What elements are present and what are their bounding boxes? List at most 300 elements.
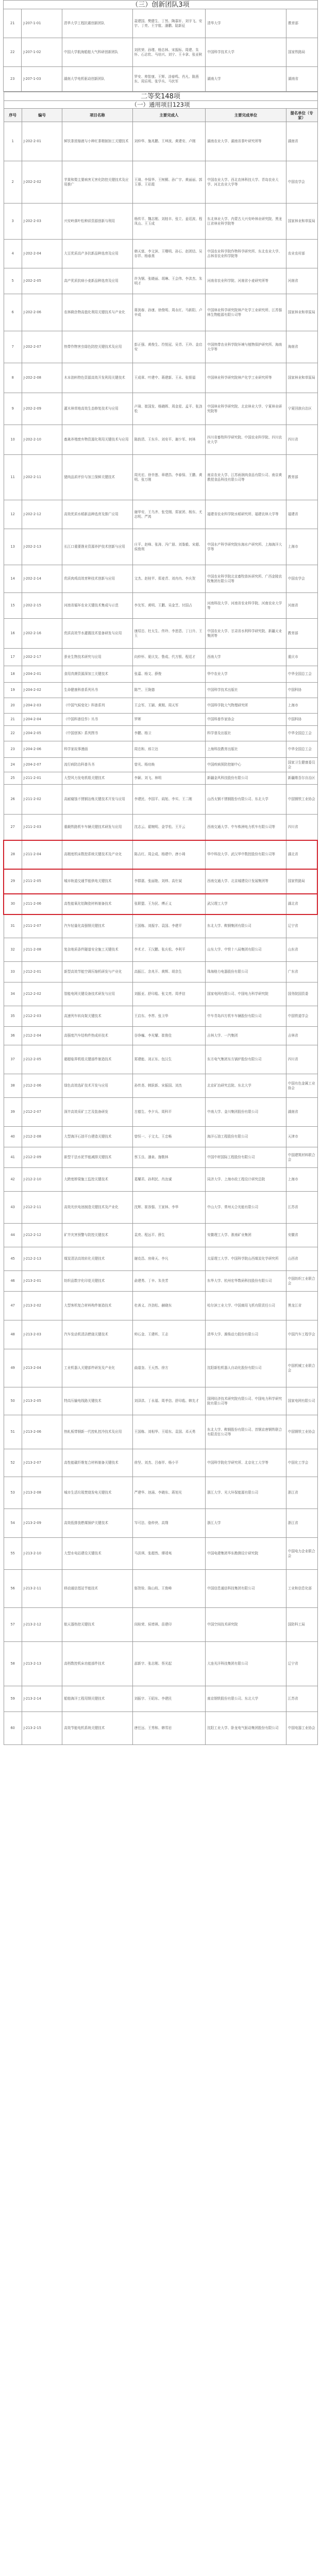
cell-units: 上海科技教育出版社 — [206, 741, 286, 758]
table-row — [4, 1127, 317, 1147]
cell-people: 康绍忠、杜太生、佟玲、李思恩、丁日升、王玉 — [132, 619, 206, 649]
cell-no: 59 — [4, 1686, 22, 1712]
table-header-row — [4, 109, 317, 122]
cell-nominator: 广东省 — [286, 962, 317, 982]
cell-no: 57 — [4, 1608, 22, 1642]
cell-units: 中国中材国际工程股份有限公司 — [206, 1147, 286, 1168]
table-row — [4, 619, 317, 649]
cell-nominator: 国防科工局 — [286, 1608, 317, 1642]
cell-code: J-202-2-01 — [22, 122, 62, 161]
cell-people: 张嘉、杨文、薛俊 — [132, 666, 206, 683]
cell-nominator: 中国有色金属工业协会 — [286, 1074, 317, 1098]
cell-no: 55 — [4, 1538, 22, 1570]
cell-units: 清华大学 — [206, 9, 286, 38]
table-row — [4, 1320, 317, 1349]
cell-people: 陈吉红、周会成、杨建中、唐小琦 — [132, 840, 206, 869]
second-prize-table — [3, 92, 318, 1745]
cell-name: 移动通信基站节能技术 — [62, 1570, 132, 1608]
cell-name: 《中国科普佳作》丛书 — [62, 714, 132, 726]
table-row — [4, 815, 317, 840]
table-row — [4, 914, 317, 938]
cell-code: J-212-2-07 — [22, 1098, 62, 1127]
cell-no: 19 — [4, 683, 22, 698]
cell-name: 科学家故事漫画 — [62, 741, 132, 758]
cell-code: J-213-2-13 — [22, 1642, 62, 1686]
cell-people: 孙传尧、韩跃新、宋振国、刘杰 — [132, 1074, 206, 1098]
cell-name: 高速列车转向架关键技术 — [62, 1006, 132, 1027]
cell-units: 中国热带农业科学院环境与植物保护研究所、海南大学等 — [206, 331, 286, 363]
cell-no: 43 — [4, 1192, 22, 1224]
table-row — [4, 294, 317, 331]
cell-people: 陈韵清、王东升、刘安平、谢少军、何林 — [132, 425, 206, 455]
cell-name: 复杂地质条件隧道安全施工关键技术 — [62, 938, 132, 962]
cell-units: 中国科学技术大学 — [206, 38, 286, 67]
cell-code: J-204-2-06 — [22, 741, 62, 758]
cell-code: J-202-2-15 — [22, 593, 62, 619]
cell-people: 马洪琪、张超然、谭靖夷 — [132, 1538, 206, 1570]
cell-nominator: 上海市 — [286, 529, 317, 565]
cell-no: 27 — [4, 815, 22, 840]
cell-units: 中国信息通信科技集团有限公司 — [206, 1570, 286, 1608]
cell-name: 高效低排放燃煤锅炉关键技术 — [62, 1509, 132, 1538]
table-row — [4, 772, 317, 785]
cell-code: J-212-2-10 — [22, 1168, 62, 1192]
cell-name: 高性能碳纤维复合材料制备关键技术 — [62, 1449, 132, 1477]
cell-people: 蒋剑春、孙康、徐俊明、周永红、马新阳、卢辛成 — [132, 294, 206, 331]
header-no: 序号 — [4, 109, 22, 122]
cell-no: 58 — [4, 1642, 22, 1686]
table-row — [4, 962, 317, 982]
cell-no: 53 — [4, 1477, 22, 1509]
cell-no: 39 — [4, 1098, 22, 1127]
table-row — [4, 840, 317, 869]
table-row — [4, 593, 317, 619]
cell-code: J-211-2-04 — [22, 840, 62, 869]
cell-units: 东北林业大学、内蒙古大兴安岭林业研究院、黑龙江省林业科学院等 — [206, 204, 286, 240]
cell-no: 23 — [4, 741, 22, 758]
cell-name: 高效优质水稻新品种选育及推广应用 — [62, 500, 132, 529]
cell-nominator: 中国建筑材料联合会 — [286, 1147, 317, 1168]
cell-units: 河南省农业科学院、河南省小麦研究所等 — [206, 268, 286, 294]
table-row — [4, 529, 317, 565]
cell-units: 中国科学技术出版社 — [206, 683, 286, 698]
cell-nominator: 吉林省 — [286, 1027, 317, 1045]
cell-code: J-213-2-15 — [22, 1712, 62, 1745]
cell-nominator: 湖北省 — [286, 894, 317, 914]
cell-no: 33 — [4, 962, 22, 982]
cell-nominator: 四川省 — [286, 425, 317, 455]
table-row — [4, 331, 317, 363]
cell-people: 俞建勇、丁辛、朱美芳 — [132, 1271, 206, 1292]
cell-units: 山东大学、中铁十八局集团有限公司 — [206, 938, 286, 962]
cell-people: 沈志云、翟婉明、金学松、王开云 — [132, 815, 206, 840]
cell-name: 热带作物害虫绿色防控关键技术及应用 — [62, 331, 132, 363]
cell-no: 20 — [4, 698, 22, 714]
cell-code: J-213-2-02 — [22, 1292, 62, 1320]
cell-no: 16 — [4, 619, 22, 649]
cell-no: 28 — [4, 840, 22, 869]
cell-code: J-202-2-09 — [22, 393, 62, 425]
cell-nominator: 中国化工学会 — [286, 1449, 317, 1477]
table-row — [4, 741, 317, 758]
cell-name: 大型客机复合材料构件制造技术 — [62, 1292, 132, 1320]
cell-nominator: 工业和信息化部 — [286, 1570, 317, 1608]
cell-nominator: 中国汽车工程学会 — [286, 1320, 317, 1349]
cell-name: 大跨度桥梁施工监控关键技术 — [62, 1168, 132, 1192]
cell-units: 同济大学、上海市政工程设计研究总院 — [206, 1168, 286, 1192]
table-row — [4, 1247, 317, 1271]
cell-name: 《中国气候变化》科普系列 — [62, 698, 132, 714]
header-name: 项目名称 — [62, 109, 132, 122]
cell-units: 南京钢铁股份有限公司、东北大学 — [206, 1686, 286, 1712]
cell-units: 山西太钢不锈钢股份有限公司、东北大学 — [206, 785, 286, 815]
cell-name: 超超临界机组关键部件制造技术 — [62, 1045, 132, 1074]
second-prize-heading: 二等奖148项 — [4, 92, 317, 101]
table-row — [4, 1712, 317, 1745]
cell-no: 54 — [4, 1509, 22, 1538]
cell-code: J-213-2-08 — [22, 1477, 62, 1509]
cell-nominator: 中国电器工业协会 — [286, 1712, 317, 1745]
cell-name: 大型海洋石油平台建造关键技术 — [62, 1127, 132, 1147]
table-row — [4, 938, 317, 962]
table-row — [4, 726, 317, 741]
cell-people: 沈辉、崔容强、王家林、李华 — [132, 1192, 206, 1224]
cell-code: J-202-2-11 — [22, 455, 62, 500]
cell-code: J-204-2-01 — [22, 666, 62, 683]
cell-nominator: 中国科协 — [286, 683, 317, 698]
cell-no: 47 — [4, 1292, 22, 1320]
cell-no: 35 — [4, 1006, 22, 1027]
cell-people: 文杰、赵桂苹、郑麦青、刘冉冉、李庆贺 — [132, 565, 206, 593]
header-nominator: 提名单位（专家） — [286, 109, 317, 122]
cell-code: J-211-2-05 — [22, 869, 62, 894]
cell-no: 5 — [4, 268, 22, 294]
cell-nominator: 国家铁路局 — [286, 38, 318, 67]
table-row — [4, 1098, 317, 1127]
cell-name: 纺织品数字化印花关键技术 — [62, 1271, 132, 1292]
cell-no: 36 — [4, 1027, 22, 1045]
general-rows — [4, 122, 317, 1745]
cell-people: 王国栋、刘相华、王昭东、袁国、邓天勇 — [132, 1415, 206, 1449]
cell-name: 鲜饮茶浓缩液与小种红茶精制加工关键技术 — [62, 122, 132, 161]
cell-code: J-207-1-01 — [22, 9, 62, 38]
cell-units: 河南科技大学、河南省农业科学院、河南农业大学等 — [206, 593, 286, 619]
cell-people: 严建华、池涌、李晓东、蒋旭光 — [132, 1477, 206, 1509]
cell-nominator: 国家电网有限公司 — [286, 1387, 317, 1415]
table-row — [4, 363, 317, 393]
cell-code: J-204-2-03 — [22, 698, 62, 714]
cell-people: 王国栋、刘振宇、袁国、李建平 — [132, 914, 206, 938]
cell-no: 1 — [4, 122, 22, 161]
cell-name: 航天器热控关键技术 — [62, 1608, 132, 1642]
cell-units: 东华大学、杭州宏华数码科技股份有限公司 — [206, 1271, 286, 1292]
table-row — [4, 1415, 317, 1449]
cell-people: 徐坚、刘杰、吕春祥、杨小平 — [132, 1449, 206, 1477]
cell-units: 中山大学、常州天合光能有限公司 — [206, 1192, 286, 1224]
cell-code: J-212-2-04 — [22, 1027, 62, 1045]
cell-nominator: 福建省 — [286, 500, 317, 529]
cell-name: 煤炭清洁高效转化关键技术 — [62, 1247, 132, 1271]
cell-code: J-212-2-09 — [22, 1147, 62, 1168]
cell-code: J-207-1-02 — [22, 38, 62, 67]
cell-people: 王成章、叶建中、蒋建新、王永、张银福 — [132, 363, 206, 393]
cell-nominator: 国家林业和草原局 — [286, 363, 317, 393]
cell-no: 34 — [4, 982, 22, 1006]
table-row — [4, 758, 317, 772]
cell-units: 中国水产科学研究院东海水产研究所、上海海洋大学等 — [206, 529, 286, 565]
cell-nominator: 山东省 — [286, 938, 317, 962]
cell-code: J-202-2-07 — [22, 331, 62, 363]
cell-people: 聂建国、樊健生、丁然、陶慕轩、刘宇飞、安宇、丁亮、王宇航、潘鹏、陆新征 — [132, 9, 206, 38]
cell-name: 灌木林草地高效生态修复技术与应用 — [62, 393, 132, 425]
cell-units: 中国空间技术研究院 — [206, 1608, 286, 1642]
cell-code: J-213-2-11 — [22, 1570, 62, 1608]
cell-name: 城市生活垃圾焚烧发电关键技术 — [62, 1477, 132, 1509]
table-row — [4, 9, 318, 38]
cell-people: 周光宏、徐幸莲、章建浩、李春保、王鹏、黄明、张万刚 — [132, 455, 206, 500]
cell-nominator: 四川省 — [286, 815, 317, 840]
cell-name: 高强度汽车结构件热成形技术 — [62, 1027, 132, 1045]
table-row — [4, 1570, 317, 1608]
cell-name: 汽车发动机清洁燃烧关键技术 — [62, 1320, 132, 1349]
table-row — [4, 1271, 317, 1292]
cell-people: 韩天富、李文滨、王曙明、孙石、赵团结、吴存祥、杨春燕 — [132, 240, 206, 268]
table-row — [4, 1168, 317, 1192]
cell-units: 中国农业科学院北京畜牧兽医研究所、广西金陵农牧集团有限公司等 — [206, 565, 286, 593]
cell-units: 海洋石油工程股份有限公司 — [206, 1127, 286, 1147]
table-row — [4, 1387, 317, 1415]
cell-no: 13 — [4, 529, 22, 565]
cell-code: J-211-2-07 — [22, 914, 62, 938]
cell-nominator: 海南省 — [286, 331, 317, 363]
section-title-innovation: （三）创新团队3项 — [4, 1, 318, 9]
table-row — [4, 161, 317, 204]
cell-no: 30 — [4, 894, 22, 914]
cell-code: J-202-2-04 — [22, 240, 62, 268]
cell-name: 重载铁路机车车辆关键技术研发与应用 — [62, 815, 132, 840]
cell-nominator: 中华全国总工会 — [286, 726, 317, 741]
cell-name: 高档数控机床功能部件技术 — [62, 1642, 132, 1686]
cell-name: 深井高效采矿工艺及装备研发 — [62, 1098, 132, 1127]
cell-nominator: 中国铁道学会 — [286, 1006, 317, 1027]
cell-no: 18 — [4, 666, 22, 683]
cell-people: 曲道奎、王天然、徐方 — [132, 1349, 206, 1387]
cell-units: 东方电气集团东方锅炉股份有限公司 — [206, 1045, 286, 1074]
cell-name: 特高压输电线路关键技术 — [62, 1387, 132, 1415]
cell-people: 彭正强、黄俊生、符悦冠、吴青、王玲、金启安 — [132, 331, 206, 363]
cell-no: 2 — [4, 161, 22, 204]
cell-units: 南京农业大学、江苏雨润肉食品有限公司、南京黄教授食品科技有限公司等 — [206, 455, 286, 500]
cell-code: J-204-2-07 — [22, 758, 62, 772]
cell-no: 21 — [4, 9, 22, 38]
cell-nominator: 中华全国总工会 — [286, 741, 317, 758]
cell-no: 52 — [4, 1449, 22, 1477]
table-row — [4, 1686, 317, 1712]
cell-nominator: 重庆市 — [286, 649, 317, 666]
cell-people: 王会军、王颖、黄刚、周天军 — [132, 698, 206, 714]
cell-people: 李术才、王汉鹏、张庆松、李利平 — [132, 938, 206, 962]
table-row — [4, 67, 318, 92]
cell-nominator: 宁夏回族自治区 — [286, 393, 317, 425]
cell-code: J-202-2-14 — [22, 565, 62, 593]
cell-no: 45 — [4, 1247, 22, 1271]
cell-no: 38 — [4, 1074, 22, 1098]
cell-people: 庄平、赵峰、张涛、冯广朋、刘鉴毅、宋超、侯俊利 — [132, 529, 206, 565]
cell-name: 智能电网关键设备技术研发与应用 — [62, 982, 132, 1006]
table-row — [4, 1292, 317, 1320]
cell-no: 51 — [4, 1415, 22, 1449]
table-row — [4, 122, 317, 161]
cell-no: 41 — [4, 1147, 22, 1168]
cell-people: 李颖、刘飞、林明 — [132, 772, 206, 785]
cell-people: 周忠和、邢立达 — [132, 741, 206, 758]
cell-units: 浙江大学 — [206, 1509, 286, 1538]
cell-people: 刘泽洪、丁永福、周孝信、舒印彪、韩先才 — [132, 1387, 206, 1415]
cell-people: 李建民、李国平、阎旭、李实、王二刚 — [132, 785, 206, 815]
cell-name: 大型水电站建设关键技术 — [62, 1538, 132, 1570]
table-row — [4, 565, 317, 593]
cell-people: 邬贺铨、陈山枝、王俊峰 — [132, 1570, 206, 1608]
cell-people: 唐任远、王秀和、韩雪岩 — [132, 1712, 206, 1745]
cell-name: 蚕业生物技术研究与应用 — [62, 649, 132, 666]
cell-code: J-202-2-06 — [22, 294, 62, 331]
cell-people: 曾恒一、于文太、王忠畅 — [132, 1127, 206, 1147]
cell-code: J-202-2-16 — [22, 619, 62, 649]
cell-people: 刘振宇、王昭东、李建民 — [132, 1686, 206, 1712]
cell-no: 42 — [4, 1168, 22, 1192]
cell-no: 25 — [4, 772, 22, 785]
cell-units: 中国农业大学、甘肃省水利科学研究院、新疆天业集团等 — [206, 619, 286, 649]
cell-code: J-212-2-13 — [22, 1247, 62, 1271]
cell-name: 大豆优质高产多抗新品种选育及应用 — [62, 240, 132, 268]
cell-name: 新型高效节能空调压缩机研发与产业化 — [62, 962, 132, 982]
cell-units: 中国林业科学研究院林产化学工业研究所、江苏强林生物能源有限公司等 — [206, 294, 286, 331]
cell-people: 邵新宇、张志刚、蔡光起 — [132, 1642, 206, 1686]
cell-no: 50 — [4, 1387, 22, 1415]
cell-name: 新型干法水泥节能减排关键技术 — [62, 1147, 132, 1168]
cell-code: J-211-2-01 — [22, 772, 62, 785]
cell-nominator: 江苏省 — [286, 1686, 317, 1712]
cell-code: J-212-2-05 — [22, 1045, 62, 1074]
cell-no: 11 — [4, 455, 22, 500]
cell-nominator: 湖南省 — [286, 1098, 317, 1127]
cell-people: 杨传平、魏志刚、刘桂丰、张立、姜廷波、程凤山、王玉成 — [132, 204, 206, 240]
cell-code: J-202-2-03 — [22, 204, 62, 240]
table-row — [4, 1224, 317, 1247]
cell-no: 4 — [4, 240, 22, 268]
table-row — [4, 1027, 317, 1045]
cell-nominator: 中国科协 — [286, 714, 317, 726]
cell-nominator: 中国电力企业联合会 — [286, 1538, 317, 1570]
cell-no: 29 — [4, 869, 22, 894]
cell-units: 东北大学、鞍钢集团有限公司 — [206, 914, 286, 938]
cell-units: 国家电网有限公司、中国电力科学研究院 — [206, 982, 286, 1006]
cell-code: J-202-2-12 — [22, 500, 62, 529]
cell-nominator: 安徽省 — [286, 1224, 317, 1247]
header-code: 编号 — [22, 109, 62, 122]
cell-units: 清华大学、潍柴动力股份有限公司 — [206, 1320, 286, 1349]
cell-units: 北京矿冶研究总院、东北大学 — [206, 1074, 286, 1098]
cell-code: J-213-2-01 — [22, 1271, 62, 1292]
cell-no: 37 — [4, 1045, 22, 1074]
cell-people: 李友军、黄明、王鹏、吴金芝、付国占 — [132, 593, 206, 619]
cell-people: 李群湛、张丽艳、刘炜、高仕斌 — [132, 869, 206, 894]
cell-name: 矿井灾害预警与防控关键技术 — [62, 1224, 132, 1247]
cell-code: J-202-2-02 — [22, 161, 62, 204]
cell-name: 兴安岭落叶松种质资源创新与利用 — [62, 204, 132, 240]
cell-no: 17 — [4, 649, 22, 666]
cell-units: 大连光洋科技集团有限公司 — [206, 1642, 286, 1686]
cell-name: 工业机器人关键部件研发及产业化 — [62, 1349, 132, 1387]
cell-name: 大型风力发电机组关键技术 — [62, 772, 132, 785]
table-row — [4, 683, 317, 698]
header-people: 主要完成人 — [132, 109, 206, 122]
table-row — [4, 1006, 317, 1027]
cell-no: 46 — [4, 1271, 22, 1292]
cell-nominator: 中华全国总工会 — [286, 666, 317, 683]
cell-people: 陈竺、王陇德 — [132, 683, 206, 698]
cell-name: 高产优质抗病小麦新品种选育及应用 — [62, 268, 132, 294]
cell-code: J-202-2-10 — [22, 425, 62, 455]
cell-people: 郑建能、刘正东、包汉生 — [132, 1045, 206, 1074]
cell-people: 谢克昌、房倚天、李凡 — [132, 1247, 206, 1271]
cell-nominator: 上海市 — [286, 1168, 317, 1192]
cell-nominator: 中国农学会 — [286, 161, 317, 204]
cell-code: J-204-2-05 — [22, 726, 62, 741]
cell-nominator: 中国钢铁工业协会 — [286, 785, 317, 815]
cell-nominator: 河南省 — [286, 268, 317, 294]
table-row — [4, 698, 317, 714]
cell-name: 高效光伏电池制造关键技术及产业化 — [62, 1192, 132, 1224]
cell-code: J-211-2-06 — [22, 894, 62, 914]
cell-units: 安徽理工大学、淮南矿业集团 — [206, 1224, 286, 1247]
cell-people: 谷诤巍、李光耀、崔俊佳 — [132, 1027, 206, 1045]
cell-no: 60 — [4, 1712, 22, 1745]
cell-code: J-213-2-06 — [22, 1415, 62, 1449]
cell-nominator: 教育部 — [286, 619, 317, 649]
cell-units: 科学普及出版社 — [206, 726, 286, 741]
cell-code: J-212-2-12 — [22, 1224, 62, 1247]
cell-units: 湖南大学 — [206, 67, 286, 92]
cell-units: 东北大学、鞍钢股份有限公司、首钢京唐钢铁联合有限责任公司等 — [206, 1415, 286, 1449]
cell-nominator: 国务院国资委 — [286, 982, 317, 1006]
cell-name: 优质高效节水灌溉技术装备研发与应用 — [62, 619, 132, 649]
cell-name: 汽车轻量化高强钢关键技术 — [62, 914, 132, 938]
cell-code: J-202-2-13 — [22, 529, 62, 565]
cell-no: 10 — [4, 425, 22, 455]
cell-people: 葛耀君、孙利民、肖汝诚 — [132, 1168, 206, 1192]
cell-nominator: 辽宁省 — [286, 1642, 317, 1686]
cell-units: 中国农业大学、西北农林科技大学、青岛农业大学、河北农业大学等 — [206, 161, 286, 204]
cell-no: 15 — [4, 593, 22, 619]
cell-code: J-212-2-01 — [22, 962, 62, 982]
cell-nominator: 湖南省 — [286, 67, 318, 92]
cell-people: 王启东、李芾、张卫华 — [132, 1006, 206, 1027]
cell-name: 优质肉鸡高效育种技术创新与应用 — [62, 565, 132, 593]
cell-units: 吉林大学、一汽集团 — [206, 1027, 286, 1045]
cell-no: 22 — [4, 726, 22, 741]
cell-name: 城市轨道交通节能供电关键技术 — [62, 869, 132, 894]
cell-name: 热轧板带钢新一代控轧控冷技术及应用 — [62, 1415, 132, 1449]
cell-nominator: 浙江省 — [286, 1509, 317, 1538]
cell-nominator: 中国钢铁工业协会 — [286, 1415, 317, 1449]
cell-units: 武汉理工大学 — [206, 894, 286, 914]
cell-code: J-213-2-05 — [22, 1387, 62, 1415]
cell-units: 中国农业科学院作物科学研究所、东北农业大学、吉林省农业科学院等 — [206, 240, 286, 268]
cell-units: 西南大学 — [206, 649, 286, 666]
cell-people: 岑可法、骆仲泱、高翔 — [132, 1509, 206, 1538]
cell-units: 西南交通大学、中车株洲电力机车有限公司等 — [206, 815, 286, 840]
